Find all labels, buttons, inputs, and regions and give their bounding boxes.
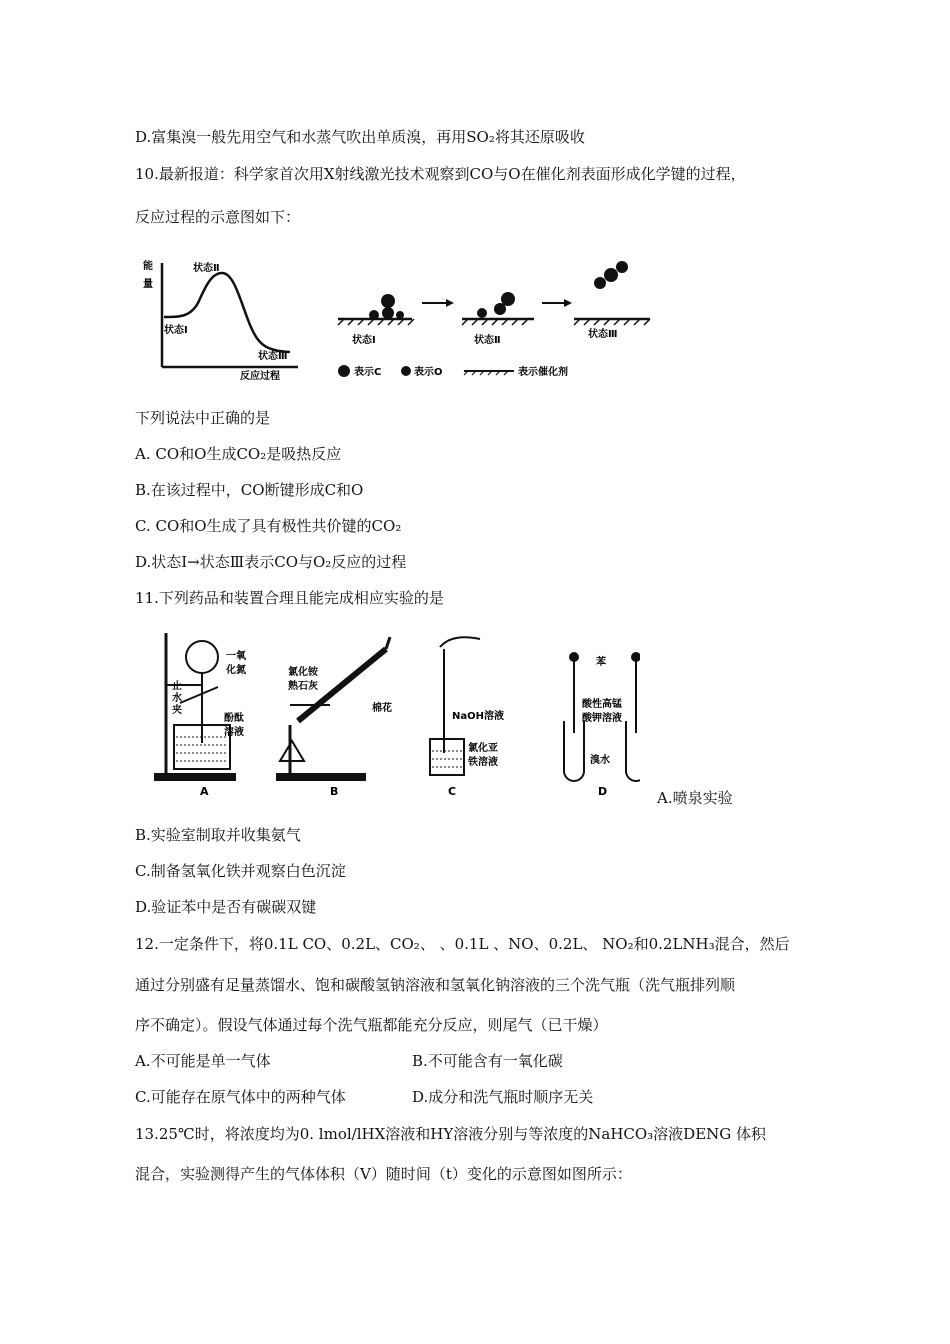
d-kmno4-1: 酸性高锰 (582, 699, 622, 710)
apparatus-c (430, 637, 504, 798)
carbon-atom (381, 294, 395, 308)
state3-label: 状态Ⅲ (258, 351, 288, 362)
q11-apparatus (140, 625, 640, 800)
q10-stem-line1: 10.最新报道：科学家首次用X射线激光技术观察到CO与O在催化剂表面形成化学键的过程， (135, 165, 746, 183)
a-clip-3: 夹 (172, 705, 182, 716)
legend-c-icon (338, 365, 350, 377)
arrow-1 (422, 299, 454, 307)
state1-panel (338, 294, 414, 346)
c-naoh: NaOH溶液 (452, 711, 504, 722)
q12-option-d: D.成分和洗气瓶时顺序无关 (412, 1088, 594, 1106)
q10-option-d: D.状态Ⅰ→状态Ⅲ表示CO与O₂反应的过程 (135, 553, 407, 571)
a-clip-1: 止 (172, 681, 182, 692)
q10-stem-line2: 反应过程的示意图如下： (135, 208, 301, 226)
q13-stem-line1: 13.25℃时，将浓度均为0. lmol/lHX溶液和HY溶液分别与等浓度的NaHCO₃溶液DENG 体积 (135, 1125, 767, 1143)
state2-caption: 状态Ⅱ (474, 335, 501, 346)
legend (338, 365, 568, 378)
state3-panel (574, 261, 650, 340)
q10-surface-states (330, 255, 670, 385)
q13-stem-line2: 混合，实验测得产生的气体体积（V）随时间（t）变化的示意图如图所示： (135, 1165, 632, 1183)
apparatus-a (154, 633, 247, 798)
c-solution-1: 氯化亚 (468, 743, 498, 754)
state1-caption: 状态Ⅰ (352, 335, 376, 346)
q10-prompt: 下列说法中正确的是 (135, 409, 271, 427)
d-benzene: 苯 (596, 657, 606, 668)
apparatus-b (276, 637, 392, 798)
apparatus-d (564, 652, 640, 798)
q11-option-c: C.制备氢氧化铁并观察白色沉淀 (135, 862, 346, 880)
q11-option-b: B.实验室制取并收集氨气 (135, 826, 301, 844)
burner-icon (280, 741, 304, 761)
a-label: A (200, 785, 209, 798)
ylabel-char1: 能 (143, 261, 153, 272)
a-solution-1: 酚酞 (224, 713, 244, 724)
q12-option-a: A.不可能是单一气体 (135, 1052, 271, 1070)
b-label: B (330, 785, 339, 798)
legend-catalyst-label: 表示催化剂 (518, 367, 568, 378)
state2-label: 状态Ⅱ (193, 263, 220, 274)
legend-o-icon (401, 366, 411, 376)
c-solution-2: 铁溶液 (468, 757, 498, 768)
q9-option-d: D.富集溴一般先用空气和水蒸气吹出单质溴，再用SO₂将其还原吸收 (135, 128, 585, 146)
q10-energy-diagram (140, 255, 310, 385)
oxygen-atom (369, 310, 379, 320)
legend-o-label: 表示O (414, 367, 443, 378)
xlabel: 反应过程 (240, 371, 280, 382)
c-label: C (448, 785, 457, 798)
q11-option-a: A.喷泉实验 (657, 789, 733, 807)
q10-option-a: A. CO和O生成CO₂是吸热反应 (135, 445, 342, 463)
b-chem-2: 熟石灰 (288, 681, 318, 692)
state1-label: 状态Ⅰ (164, 325, 188, 336)
q12-stem-line2: 通过分别盛有足量蒸馏水、饱和碳酸氢钠溶液和氢氧化钠溶液的三个洗气瓶（洗气瓶排列顺 (135, 976, 736, 994)
a-gas-label-1: 一氧 (226, 651, 246, 662)
q12-option-c: C.可能存在原气体中的两种气体 (135, 1088, 346, 1106)
q12-stem-line3: 序不确定）。假设气体通过每个洗气瓶都能充分反应，则尾气（已干燥） (135, 1016, 608, 1034)
arrow-2 (542, 299, 572, 307)
d-label: D (598, 785, 608, 798)
tube-right-icon (626, 721, 640, 781)
a-solution-2: 溶液 (224, 727, 244, 738)
q11-stem: 11.下列药品和装置合理且能完成相应实验的是 (135, 589, 444, 607)
q12-option-b: B.不可能含有一氧化碳 (412, 1052, 563, 1070)
ylabel-char2: 量 (143, 279, 153, 290)
q11-option-d: D.验证苯中是否有碳碳双键 (135, 898, 317, 916)
hand-icon (440, 637, 480, 647)
a-clip-2: 水 (172, 693, 182, 704)
d-bromine: 溴水 (590, 755, 610, 766)
state3-caption: 状态Ⅲ (588, 329, 618, 340)
a-gas-label-2: 化氮 (226, 665, 246, 676)
c-beaker-icon (430, 739, 464, 775)
legend-c-label: 表示C (354, 367, 382, 378)
state2-panel (462, 292, 534, 346)
flask-icon (186, 641, 218, 673)
d-kmno4-2: 酸钾溶液 (582, 713, 622, 724)
b-cotton: 棉花 (372, 703, 392, 714)
q12-stem-line1: 12.一定条件下，将0.1L CO、0.2L、CO₂、 、0.1L 、NO、0.2L、 NO₂和0.2LNH₃混合，然后 (135, 935, 790, 953)
q10-option-b: B.在该过程中，CO断键形成C和O (135, 481, 364, 499)
q10-option-c: C. CO和O生成了具有极性共价键的CO₂ (135, 517, 402, 535)
b-chem-1: 氯化铵 (288, 667, 318, 678)
